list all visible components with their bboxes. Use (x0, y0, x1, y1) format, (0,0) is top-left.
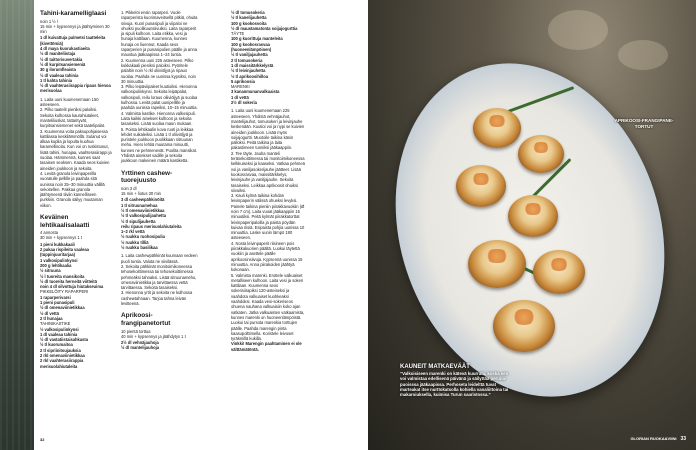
page-number-left: 32 (40, 437, 45, 442)
ingredient: ½ ruukku tilliä (121, 239, 149, 245)
ingredient: ½ tl leivinjauhetta (231, 68, 266, 74)
ingredient: reilu ripaus merisuolahiutaleita (121, 223, 182, 229)
tart (508, 195, 558, 237)
page-number-right: 33 (680, 436, 686, 442)
tart (518, 135, 564, 173)
ingredient: ½ l tuoreita mansikoita (40, 273, 85, 279)
ingredient: 100 g kookosvoita (231, 20, 267, 26)
ingredient: 2 rkl omenaviinietikkaa (40, 353, 85, 358)
tart (473, 108, 521, 148)
ingredient: 100 g kuorittuja manteleita (231, 36, 283, 42)
step: 2. Sekoita pähkinät monitoimikoneessa tehosekoittimessa tai tehosekoittimessa pehmeäksi tahnaksi. Lisää sitruunamehu, omenaviinietikka ja tarvittaessa vettä tarvittaessa. Sekoita tasaiseksi. (121, 263, 197, 291)
ingredient: ½ ruukku basilikaa (121, 245, 158, 251)
step: 3. Pilko leipäviipaleet kuutioiksi. Hienonna valkosipulinkynsi. Sekoita leipäpalat, valkosipuli, reilu loraus oliiviöljyä ja suolaa kulhossa. Levitä palat uunipellille ja paahda uunissa rapeiksi, 10–15 minuuttia. (121, 84, 198, 111)
recipe-yield: noin 1 ½ l (40, 18, 58, 24)
step: 2. Tee täyte. Jauha manteli teräsekoittimessa tai monitoimikoneessa kelkkuiseksi ja kaaseksi. Vatkaa pehmeä voi ja vaniljasokerijauhe jäätteet. Lisää kookosrasvaa, maissitärkkelys, leivinjauhe ja vaniljajauhe. Sekoita tasaiseksi. Leikkaa aprikoosit ohuiksi siivuiksi. (231, 150, 305, 193)
ingredient-list (40, 242, 112, 369)
recipe-time: 30 min + kypsennys 1 t (40, 235, 82, 241)
ingredient: 3 kananmunanvalkuaista (231, 89, 280, 95)
recipe-time: 15 min + liotus 30 min (121, 191, 161, 197)
step: 2. Pilko taatelit pieniksi paloiksi. Sekoita kulhossa kaurahiutaleet, manteliliuskat, tattarityvät, kurpitsansiemenet sekä taatelipalat. (40, 107, 106, 129)
tart (468, 240, 526, 288)
ingredient: 1 dl kuivattuja palmetsi taatteleita (kivettömiä) (40, 35, 106, 46)
tip: Vinkki! Marengin paahtaminen ei ole välttämätöntä. (231, 341, 302, 352)
ingredient: merisuolahiutaleita (40, 363, 78, 369)
ingredient: 3 dl cashewpähkinöitä (121, 197, 165, 203)
ingredient: ½ dl vaahterasiirappia ripaus hienoa merisuolaa (40, 83, 111, 94)
recipe-time: 40 min + kypsennys ja jäähdytys 1 t (121, 333, 186, 339)
ingredient: 100 g kookosrasvaa (huoneenlämpöinen) (231, 41, 272, 53)
ingredient: ½ dl tuoreita herneitä viitteitä (40, 278, 97, 284)
ingredient: 4 dl maya kuorukastiaeita (40, 46, 90, 52)
ingredient: ½ dl kurpitsansiemeniä (40, 61, 86, 67)
ingredient: ½ tl kanelijauhetta (231, 15, 267, 21)
ingredient: 2 rkl vaahterasiirappia (40, 358, 84, 364)
ingredient: ½ tl kuorumaitoa (40, 342, 73, 348)
ingredient-subheading: TÄYTE (231, 31, 245, 37)
ingredient: ½ valkosipulinkynsi (40, 326, 79, 332)
step: 1. Laita uuni kuumenemaan 225 asteeseen. Yhdistä vehnäjauhot, mantelijauhot, tomusokeri ja leivinjauhe keskenään. Kuutioi voi ja nypi se kuivien aineiden joukkoon. Lisää myös soijajogurtti. Muotoile taikina käsin palloksi. Peitä taikina ja laita pakastimeen tunniksi jääkaappiin. (231, 108, 305, 151)
step: 1. Laita uuni kuumenemaan 150 asteeseen. (40, 96, 99, 108)
food-photo (368, 0, 696, 450)
step: 3. Hienonna yrtit ja sekoita ne kulhossa cashewtahnaan. Tarjoa tahna leivän levitteenä. (121, 290, 193, 307)
ingredient: 1 dl maissitärkkelystä (231, 62, 274, 68)
folio-label: GLORIAN RUOKA&VIINI (630, 436, 677, 441)
ingredient-list (40, 35, 112, 93)
ingredient: 1 raparperivarsi (40, 294, 71, 300)
ingredient: 1 pieni kukkakaali (40, 241, 75, 247)
ingredient: ½ dl vettä (40, 310, 59, 316)
recipe-title: Tahini-karamelliglaasi (40, 10, 107, 17)
ingredient: ½ tl sipulijauhetta (121, 218, 156, 224)
step: 2. Kuumenna uuni 225 asteeseen. Pilko kukkakaali pieniksi paloiksi. Pyöritele palaltin noin ½ rkl oliiviöljyä ja ripaus suolaa. Paahda ne uunissa kypsiksi, noin 30 minuuttia. (121, 57, 196, 84)
folio (630, 436, 686, 442)
tart (456, 165, 506, 207)
step: 4. Valmista kastike. Hienonna valkosipuli. Laita kaikki ainekset kulhoon ja sekoita tasaiseksi. Lisää suolaa maun mukaan. (121, 110, 196, 127)
step: 5. Poista lehtikaalin kova ruoti ja leikkaa lehdet suikaleiksi. Lisää 1 tl oliiviöljyä ja puristele joukkoon puolikkaan sitruunan mehu. Hiero lehtiä muutama minuutti, kunnes ne pehmenevät. Puolita mansikat. Yhdistä ainekset vadille ja sekoita joukkoon makeinen määrä kastiketta. (121, 126, 198, 164)
ingredient-list (231, 10, 305, 105)
caption-title: KAUNEIT MATKAEVÄÄT (400, 364, 470, 370)
ingredient: ½ dl maniteliistaja (40, 51, 76, 57)
ingredient: ½ dl omenaviinietikkaa (40, 305, 85, 311)
ingredient: 2½ dl sokeria (231, 100, 257, 106)
ingredient: 1–2 rkl vettä (121, 229, 145, 235)
ingredient: ½ tl omenaviinietikkaa (121, 207, 165, 213)
ingredient: 2 pakaa rispileita vaaleaa (tuppinjuuritarjaa) (40, 247, 89, 258)
ingredient: ½ dl mantelijauhoja (121, 345, 159, 351)
ingredient: ½ dl vaaleaa tahinia (40, 72, 79, 78)
step: 3. Kuumenna voita paksupohjaisessa kattilassa keskilämmöllä. Sulanut voi alkaa kuplia ja lopulta kuohua karamellisoitu. Kun voi on ruskistunut, lisää tahini, hunajaa, vaahterasiirappi ja suolaa. Hämmennä, kunnes saat tasaisen seoksen. Kaada seos kuivien aineiden joukkoon ja sekoita. (40, 128, 112, 171)
ingredient: 1 pieni punasipuli (40, 300, 75, 306)
ingredient-subheading: TAHINIKASTIKE (40, 321, 71, 327)
caption-body: “Valkoisiseen marenki on kätevä kuurrata, koska sen voi valmistaa edellisenä päivänä ja säilyttää peruna-puoisssa jääkaapissa. Perhoseta leidelttä tuvat marteakat itse nurttokatsolla kohiella vanaliittoina tai makaroiuksella, kuimisa Turun saaristossa.” (400, 371, 509, 398)
ingredient: 1 valkosipulinkynsi (40, 257, 78, 263)
recipe-time: 15 min + kypsennys ja jäähtyminen 30 min (40, 23, 110, 35)
step: 3. Kauli kylmä taikina kohdan leivinpaperin välissä ohueksi levyksi. Painele taikina pieniin piirakkavuokiin (Ø noin 7 cm). Laita vuoat jääkaappiin 15 minuutiksi. Peitä kylmät piirakkatorttat leivinpaperipaloilla ja paista pöydän kuivaa riisiä. Esipaista pohjia uunissa 10 minuuttia. Laske uunin lämpö 180 asteeseen. (231, 193, 305, 241)
step: 4. Levitä granola leivinpaperilla vuoratulle pellille ja paahda sitä uunissa noin 25–30 minuuttia välillä sekoitellen. Pakkaa granola jäähtyneenä tiiviin kannelliseen purkkiin. Granola säilyy muutaman viikon. (40, 170, 105, 208)
ingredient: 1 dl vettä (231, 94, 249, 100)
ingredient: 2 tl sipriinitoujauksia (40, 347, 81, 353)
ingredient: 30 g ilorumfleaista (40, 67, 76, 73)
step: 1. Pikkelöi ensin raparperi. Vuole raparperista kuorimaveitsellä pitkiä, ohuita siivuja. Kuori punasipuli ja viipaloi ne ohuiksi puolikuunsiivuiksi. Laita raparperit ja sipuli kulhoon. Laita etikka, vesi ja hunaja kattilaan. Kuumenna, kunnes hunaja on liuennut. Kaada seos raparperien ja punasipulien päälle ja anna maustua jääkaapissa 1–24 tuntia. (121, 10, 198, 58)
step: 4. Nosta leivinpaperit riisineen pois piirakkakuorien päältä. Luokui täytettä vuokiin ja asettele päälle aprikoosinsiivuja. Kypsennä uunissa 15 minuuttia. Anna piirakoiden jäähtyä kokonaan. (231, 240, 303, 273)
ingredient: ½ tl aprikoosihilloa (231, 73, 269, 79)
ingredient: 1 tl kahta tahinia (40, 77, 73, 83)
ingredient: 2 tl hunajaa (40, 315, 63, 321)
step: 5. Valmista marenki. Erottele valkuaiset metalliseen kulhoon. Laita vesi ja sokeri kattilaan. Kuumenna seos sokerisiirapiksi 120-asteiseksi ja vaahdota valkuaiset kuohkeaksi vaahdoksi. Kaada vesi-sokeriseos ohuena nauhana valkuaisiin koko ajan vatkaten. Jatka valkuaisten vatkaamista, kunnes marenki on huoneenlämpöistä. Luokui tai pursota marenkia torttujen päälle. Paahda marengin pinta kaasupolttimella. Koristele leivoset tyräkmillä kukilla. (231, 272, 305, 342)
ingredient: 1 tl sitruunamehua (121, 202, 158, 208)
recipe-yield: 4 annosta (40, 230, 58, 236)
tart (493, 300, 555, 352)
ingredient: ½ dl tomusokeria (231, 10, 265, 15)
ingredient: ½ tl vaniljajauhetta (231, 52, 268, 58)
column-3 (231, 10, 305, 352)
left-edge-photo (0, 0, 34, 450)
photo-label: APRIKOOSI-FRANGIPANE-TORTUT (614, 118, 674, 129)
recipe-yield: noin 3 dl (121, 185, 137, 191)
ingredient: 2½ dl vehnäjauhoja (121, 340, 159, 346)
ingredient: ½ dl taittorisuvertakia (40, 56, 83, 62)
step: 1. Laita cashewpähkinät kuumaan vedeen puoli tuntia. Valuta ne siivilässä. (121, 253, 198, 264)
ingredient: ½ ruukku ruohosipulia (121, 234, 165, 240)
ingredient: ½ dl maustamatonta soijajogurttia (231, 25, 298, 31)
column-2 (121, 10, 199, 351)
ingredient: 200 g lehtikaalia (40, 262, 72, 268)
ingredient: noin 4 dl silvottuja hiutakseuima (40, 284, 104, 290)
background-bokeh (618, 40, 668, 70)
recipe-title: Aprikoosi-frangipanetortut (121, 312, 171, 327)
ingredient: 2 tl tomusokeria (231, 57, 263, 63)
recipe-title: Keväinen lehtikaalisalaatti (40, 213, 90, 229)
ingredient-list (121, 197, 199, 250)
ingredient-subheading: PIKKELÖITY RAPARPERI (40, 289, 89, 295)
recipe-yield: 10 pientä torttua (121, 328, 151, 334)
ingredient: ½ sitruuna (40, 268, 61, 274)
ingredient: 5 aprikoosia (231, 78, 255, 84)
ingredient: ½ dl vastatiistaisahkasta (40, 337, 89, 343)
background-bokeh (548, 10, 608, 50)
ingredient-subheading: MARENKI (231, 84, 250, 90)
column-1 (40, 10, 112, 369)
tart (533, 250, 585, 294)
ingredient: 1 dl vaaleaa tahinia (40, 331, 78, 337)
recipe-title: Yrttinen cashew-tuorejuusto (121, 169, 173, 185)
photo-caption (400, 364, 510, 397)
ingredient: ½ tl valkosipulijauhetta (121, 213, 167, 219)
